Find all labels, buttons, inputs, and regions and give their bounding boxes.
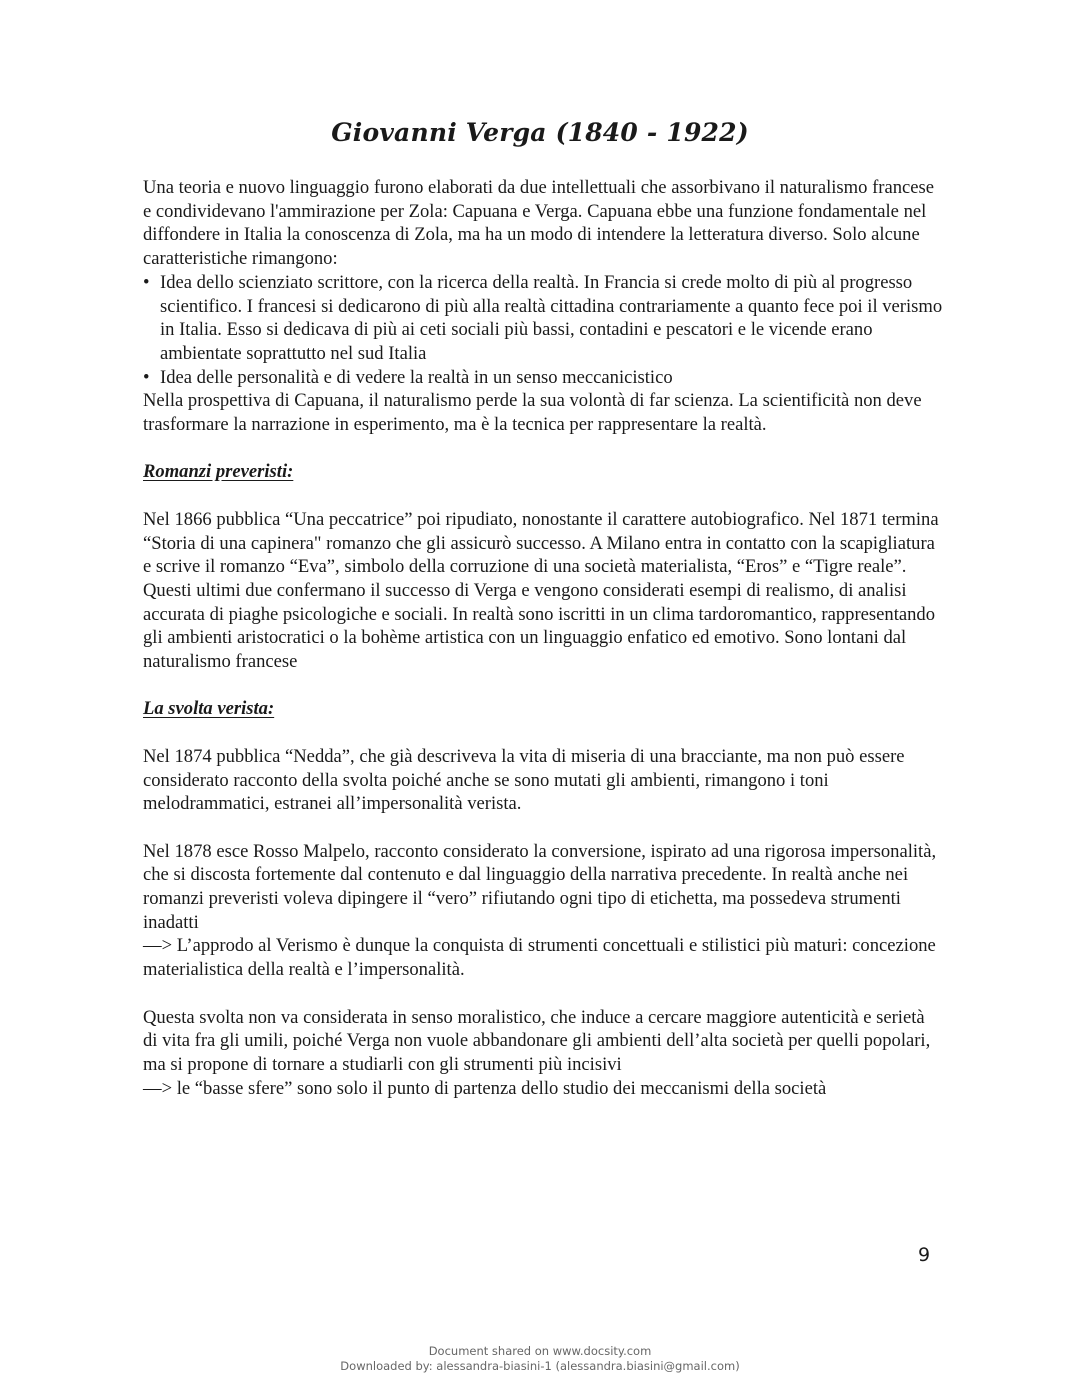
list-item: • Idea dello scienziato scrittore, con la ricerca della realtà. In Francia si crede molto di più al progresso scientifico. I francesi si dedicarono di più alla realtà cittadina contrariamente a quanto fece poi il verismo in Italia. Esso si dedicava di più ai ceti sociali più bassi, contadini e pescatori e le vicende erano ambientate soprattutto nel sud Italia [143,271,943,364]
section-paragraph: Nel 1878 esce Rosso Malpelo, racconto considerato la conversione, ispirato ad una rigorosa impersonalità, che si discosta fortemente dal contenuto e dal linguaggio della narrativa precedente. In realtà anche nei romanzi preveristi voleva dipingere il “vero” rifiutando ogni tipo di etichetta, ma possedeva strumenti inadatti [143,840,937,933]
intro-conclusion: Nella prospettiva di Capuana, il naturalismo perde la sua volontà di far scienza. La scientificità non deve trasformare la narrazione in esperimento, ma è la tecnica per rappresentare la realtà. [143,390,922,436]
characteristics-list [143,271,943,390]
arrow-note: —> L’approdo al Verismo è dunque la conquista di strumenti concettuali e stilistici più maturi: concezione materialistica della realtà e l’impersonalità. [143,935,936,981]
footer-downloaded-line: Downloaded by: alessandra-biasini-1 (alessandra.biasini@gmail.com) [340,1359,740,1373]
document-body [143,176,943,1100]
page-number: 9 [918,1244,931,1266]
page-title: Giovanni Verga (1840 - 1922) [331,118,749,147]
arrow-note: —> le “basse sfere” sono solo il punto di partenza dello studio dei meccanismi della società [143,1077,827,1099]
section-heading-svolta-verista: La svolta verista: [143,698,275,720]
section-paragraph: Nel 1874 pubblica “Nedda”, che già descriveva la vita di miseria di una bracciante, ma non può essere considerato racconto della svolta poiché anche se sono mutati gli ambienti, rimangono i toni melodrammatici, estranei all’impersonalità verista. [143,745,905,815]
bullet-icon: • [143,366,150,388]
footer [0,1344,1080,1374]
footer-shared-line: Document shared on www.docsity.com [428,1344,652,1358]
section-paragraph: Questa svolta non va considerata in senso moralistico, che induce a cercare maggiore autenticità e serietà di vita fra gli umili, poiché Verga non vuole abbandonare gli ambienti dell’alta società per quelli popolari, ma si propone di tornare a studiarli con gli strumenti più incisivi [143,1006,931,1075]
intro-paragraph: Una teoria e nuovo linguaggio furono elaborati da due intellettuali che assorbivano il naturalismo francese e condividevano l'ammirazione per Zola: Capuana e Verga. Capuana ebbe una funzione fondamentale nel diffondere in Italia la conoscenza di Zola, ma ha un modo di intendere la letteratura diverso. Solo alcune caratteristiche rimangono: [143,177,935,270]
section-paragraph: Nel 1866 pubblica “Una peccatrice” poi ripudiato, nonostante il carattere autobiografico. Nel 1871 termina “Storia di una capinera" romanzo che gli assicurò successo. A Milano entra in contatto con la scapigliatura e scrive il romanzo “Eva”, simbolo della corruzione di una società materialista, “Eros” e “Tigre reale”. Questi ultimi due confermano il successo di Verga e vengono considerati esempi di realismo, di analisi accurata di piaghe psicologiche e sociali. In realtà sono iscritti in un clima tardoromantico, rappresentando gli ambienti aristocratici o la bohème artistica con un linguaggio enfatico ed emotivo. Sono lontani dal naturalismo francese [143,508,939,673]
section-heading-romanzi-preveristi: Romanzi preveristi: [143,461,294,483]
list-item: • Idea delle personalità e di vedere la realtà in un senso meccanicistico [143,366,673,388]
bullet-icon: • [143,271,150,293]
